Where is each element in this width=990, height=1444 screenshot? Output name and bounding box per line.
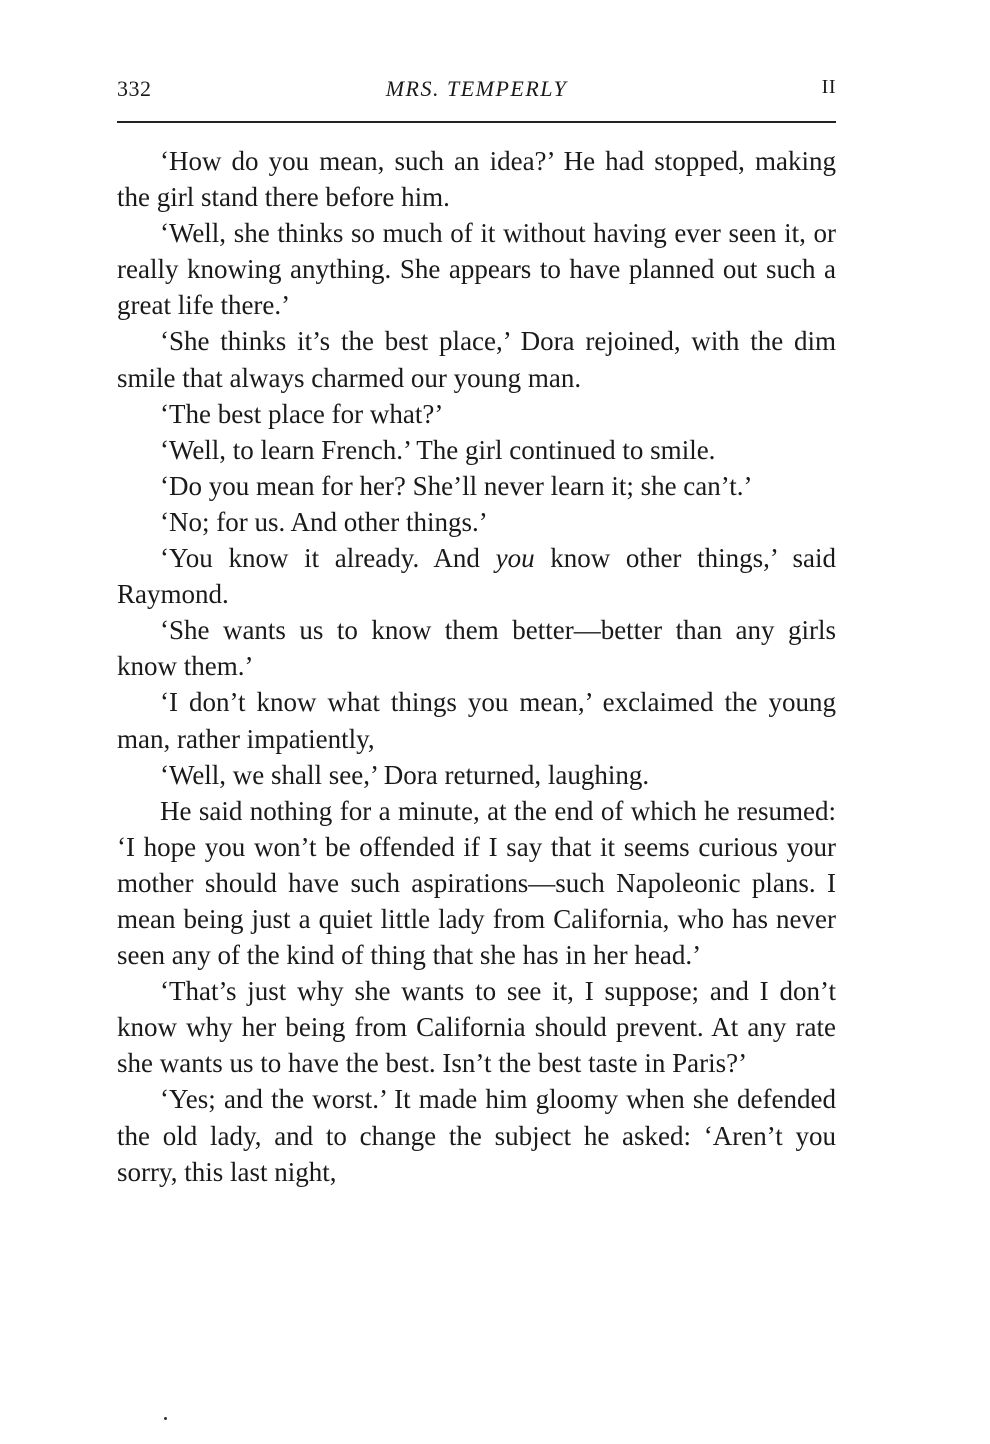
paragraph: ‘Yes; and the worst.’ It made him gloomy when she defended the old lady, and to change the subject he asked: ‘Aren’t you sorry, this last night,: [117, 1084, 836, 1187]
page-number: 332: [117, 76, 152, 101]
running-title: MRS. TEMPERLY: [385, 76, 568, 101]
paragraph-with-emphasis: [117, 540, 836, 612]
paragraph: ‘Do you mean for her? She’ll never learn it; she can’t.’: [160, 470, 753, 501]
paragraph: ‘She thinks it’s the best place,’ Dora rejoined, with the dim smile that always charmed our young man.: [117, 326, 836, 393]
paragraph: ‘Well, she thinks so much of it without having ever seen it, or really knowing anything. She appears to have planned out such a great life there.’: [117, 218, 836, 321]
paragraph: ‘She wants us to know them better—better than any girls know them.’: [117, 615, 836, 682]
paragraph: ‘No; for us. And other things.’: [160, 506, 488, 537]
page-header: [117, 76, 836, 108]
paragraph: ‘Well, we shall see,’ Dora returned, laughing.: [160, 759, 650, 790]
paragraph: ‘That’s just why she wants to see it, I suppose; and I don’t know why her being from California should prevent. At any rate she wants us to have the best. Isn’t the best taste in Paris?’: [117, 976, 836, 1079]
print-speck: [164, 1417, 167, 1420]
header-rule: [117, 121, 836, 123]
paragraph: ‘Well, to learn French.’ The girl continued to smile.: [160, 434, 716, 465]
paragraph: He said nothing for a minute, at the end of which he resumed: ‘I hope you won’t be offended if I say that it seems curious your mother should have such aspirations—such Napoleonic plans. I mean being just a quiet little lady from California, who has never seen any of the kind of thing that she has in her head.’: [117, 795, 836, 971]
paragraph: ‘I don’t know what things you mean,’ exclaimed the young man, rather impatiently,: [117, 687, 836, 754]
emphasized-word: you: [495, 543, 535, 574]
text-run: ‘You know it already. And: [160, 543, 496, 574]
text-run: know other things,’ said Raymond.: [117, 543, 836, 610]
paragraph: ‘The best place for what?’: [160, 398, 444, 429]
paragraph: ‘How do you mean, such an idea?’ He had stopped, making the girl stand there before him.: [117, 146, 836, 213]
body-text: [117, 143, 836, 1190]
chapter-number: II: [821, 76, 836, 98]
